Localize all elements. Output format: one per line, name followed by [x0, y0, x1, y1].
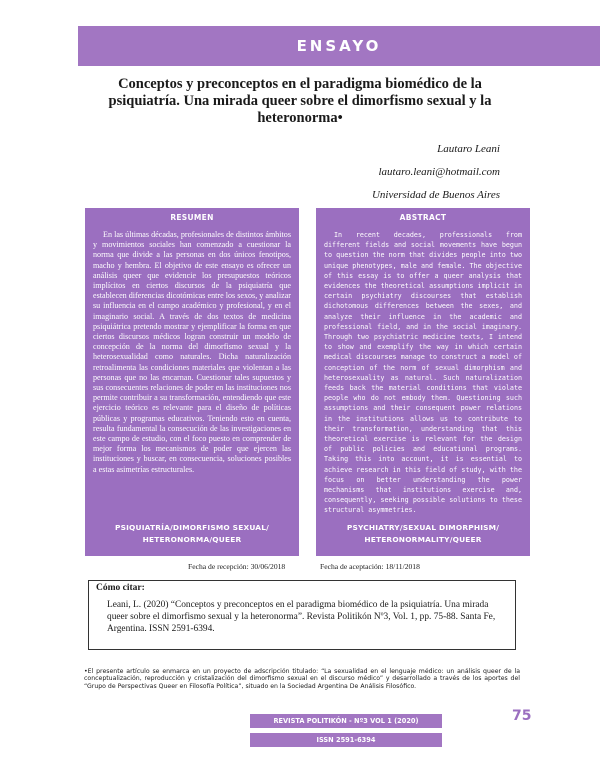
author-block	[372, 138, 500, 207]
author-email: lautaro.leani@hotmail.com	[378, 166, 500, 178]
section-label: ENSAYO	[296, 37, 382, 55]
journal-footer-bar	[250, 714, 442, 728]
resumen-box	[85, 208, 299, 556]
resumen-keywords-line2: HETERONORMA/QUEER	[142, 535, 242, 544]
section-banner	[78, 26, 600, 66]
resumen-keywords	[85, 522, 299, 546]
accepted-date: Fecha de aceptación: 18/11/2018	[320, 562, 420, 571]
citation-heading: Cómo citar:	[96, 583, 145, 593]
abstract-box	[316, 208, 530, 556]
issn-label: ISSN 2591-6394	[316, 736, 376, 744]
resumen-body: En las últimas décadas, profesionales de distintos ámbitos y movimientos sociales han comenzado a cuestionar la norma que divide a las personas en dos únicos fenotipos, macho y hembra. El objetivo de este ensayo es ofrecer un análisis queer que evidencie los presupuestos teóricos implícitos en ciertos discursos de la psiquiatría que establecen diferencias dicotómicas entre los sexos, y analizar su influencia en el campo académico y profesional, y en el imaginario social. A través de dos textos de medicina psiquiátrica pretendo mostrar y ejemplificar la forma en que ciertos discursos médicos logran construir un modelo de concepción de la norma del dimorfismo sexual y la heterosexualidad como naturales. Dicha naturalización retroalimenta las condiciones materiales que violentan a las personas que no las encarnan. Cuestionar tales supuestos y sus consecuentes relaciones de poder en las instituciones nos permite contribuir a su transformación, entendiendo que este ejercicio teórico es relevante para el diseño de políticas públicas y programas educativos. Teniendo esto en cuenta, resulta fundamental la consecución de las investigaciones en este campo de estudio, con el foco puesto en comprender de mejor forma los mecanismos de poder que ejercen las instituciones y buscar, en consecuencia, soluciones posibles a estas asimetrías estructurales.	[93, 230, 291, 474]
citation-text: Leani, L. (2020) “Conceptos y preconceptos en el paradigma biomédico de la psiquiatría. Una mirada queer sobre el dimorfismo sexual y la heteronorma”. Revista Politikón Nº3, Vol. 1, pp. 75-88. Santa Fe, Argentina. ISSN 2591-6394.	[107, 600, 496, 634]
received-date: Fecha de recepción: 30/06/2018	[188, 562, 286, 571]
resumen-keywords-line1: PSIQUIATRÍA/DIMORFISMO SEXUAL/	[114, 523, 270, 532]
abstract-body: In recent decades, professionals from different fields and social movements have begun to question the norm that divides people into two unique phenotypes, male and female. The objective of this essay is to offer a queer analysis that evidences the theoretical assumptions implicit in certain psychiatry discourses that establish dichotomous differences between the sexes, and analyze their influence in the academic and professional field, and in the social imaginary. Through two psychiatric medicine texts, I intend to show and exemplify the way in which certain medical discourses manage to construct a model of conception of the norm of sexual dimorphism and heterosexuality as natural. Such naturalization feeds back the material conditions that violate people who do not embody them. Questioning such assumptions and their consequent power relations in the institutions allows us to contribute to their transformation, understanding that this theoretical exercise is relevant for the design of public policies and educational programs. Taking this into account, it is essential to achieve research in this field of study, with the focus on better understanding the power mechanisms that institutions exercise and, consequently, seeking possible solutions to these structural asymmetries.	[324, 231, 522, 515]
abstract-heading: ABSTRACT	[399, 213, 447, 222]
footnote: •El presente artículo se enmarca en un proyecto de adscripción titulado: “La sexualidad en el lenguaje médico: un análisis queer de la conceptualización, reproducción y cristalización del dimorfismo sexual en el discurso médico” y desarrollado a través de los aportes del “Grupo de Perspectivas Queer en Filosofía Política”, situado en la Sociedad Argentina De Análisis Filosófico.	[84, 668, 520, 690]
issn-footer-bar	[250, 733, 442, 747]
citation-box	[88, 580, 516, 650]
page-number: 75	[512, 708, 532, 724]
resumen-heading: RESUMEN	[170, 213, 214, 222]
author-affiliation: Universidad de Buenos Aires	[371, 189, 500, 201]
abstract-keywords-line1: PSYCHIATRY/SEXUAL DIMORPHISM/	[346, 523, 500, 532]
article-title: Conceptos y preconceptos en el paradigma biomédico de la psiquiatría. Una mirada queer sobre el dimorfismo sexual y la heteronorma•	[108, 76, 492, 126]
abstract-keywords-line2: HETERONORMALITY/QUEER	[364, 535, 482, 544]
author-name: Lautaro Leani	[437, 143, 500, 155]
journal-name: REVISTA POLITIKÓN - Nº3 VOL 1 (2020)	[273, 717, 419, 725]
abstract-keywords	[316, 522, 530, 546]
